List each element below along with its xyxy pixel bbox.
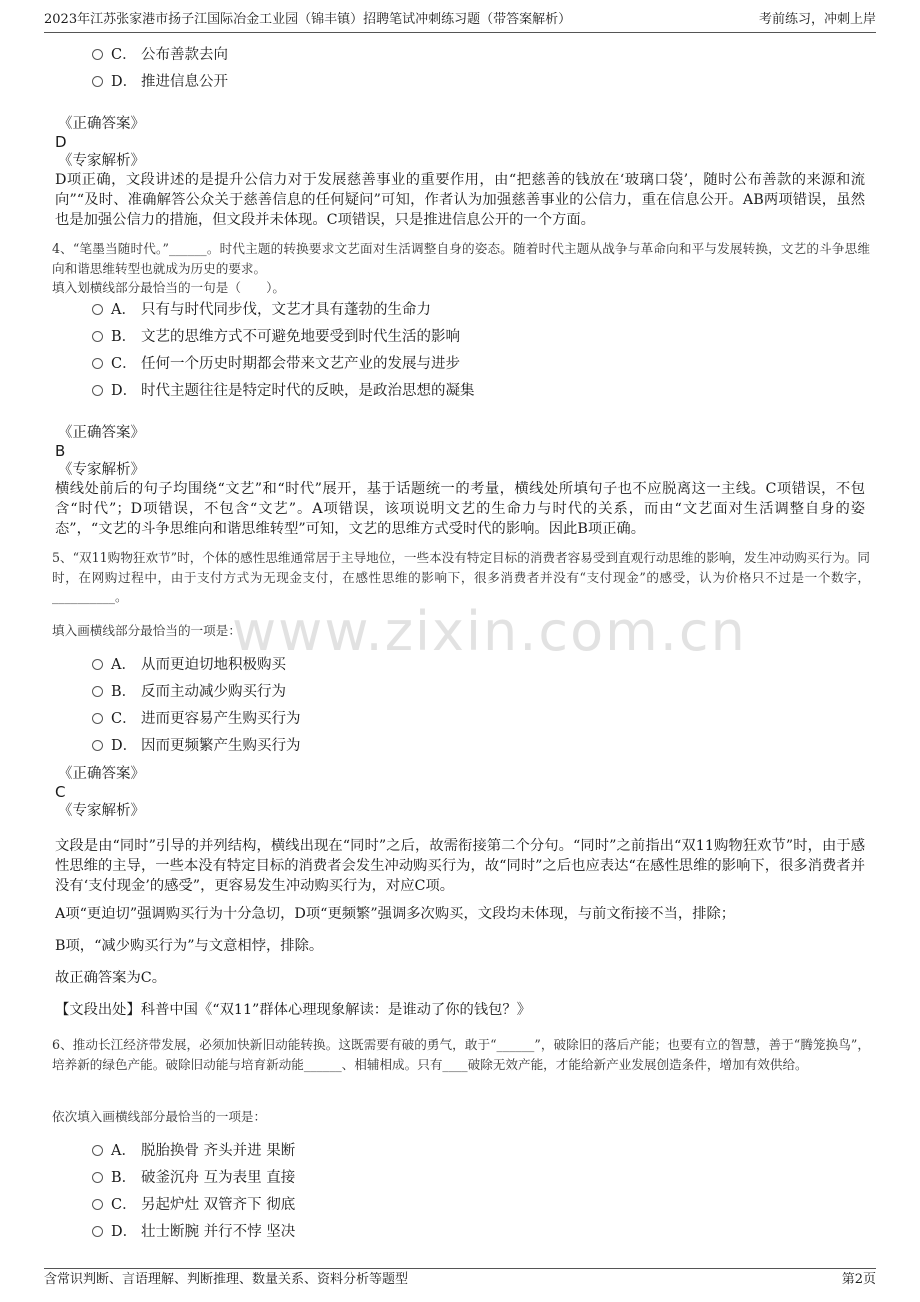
radio-icon[interactable] xyxy=(92,1226,103,1237)
footer-topics: 含常识判断、言语理解、判断推理、数量关系、资料分析等题型 xyxy=(44,1272,409,1287)
radio-icon[interactable] xyxy=(92,331,103,342)
radio-icon[interactable] xyxy=(92,49,103,60)
radio-icon[interactable] xyxy=(92,358,103,369)
q5-option-d[interactable]: D． 因而更频繁产生购买行为 xyxy=(92,735,301,757)
q5-analysis-label: 《专家解析》 xyxy=(58,803,145,819)
q4-stem: 4、“笔墨当随时代。”______。时代主题的转换要求文艺面对生活调整自身的姿态。随着时代主题从战争与革命向和平与发展转换，文艺的斗争思维向和谐思维转型也就成为历史的要求。 xyxy=(52,241,870,276)
q5-answer: C xyxy=(55,783,66,801)
q4-prompt: 填入划横线部分最恰当的一句是（ ）。 xyxy=(52,280,285,295)
radio-icon[interactable] xyxy=(92,1172,103,1183)
radio-icon[interactable] xyxy=(92,1199,103,1210)
radio-icon[interactable] xyxy=(92,1145,103,1156)
q3-option-d[interactable]: D． 推进信息公开 xyxy=(92,71,228,93)
radio-icon[interactable] xyxy=(92,686,103,697)
q5-answer-label: 《正确答案》 xyxy=(58,766,145,782)
q4-option-a[interactable]: A． 只有与时代同步伐，文艺才具有蓬勃的生命力 xyxy=(92,299,431,321)
q5-analysis-3: B项，“减少购买行为”与文意相悖，排除。 xyxy=(55,938,324,954)
radio-icon[interactable] xyxy=(92,385,103,396)
radio-icon[interactable] xyxy=(92,740,103,751)
q5-analysis-4: 故正确答案为C。 xyxy=(55,970,167,986)
page-number: 第2页 xyxy=(841,1272,876,1287)
q4-answer-label: 《正确答案》 xyxy=(58,425,145,441)
q5-option-c[interactable]: C． 进而更容易产生购买行为 xyxy=(92,708,301,730)
document-title: 2023年江苏张家港市扬子江国际冶金工业园（锦丰镇）招聘笔试冲刺练习题（带答案解析） xyxy=(44,12,572,27)
q5-analysis-1: 文段是由“同时”引导的并列结构，横线出现在“同时”之后，故需衔接第二个分句。“同时”之前指出“双11购物狂欢节”时，由于感性思维的主导，一些本没有特定目标的消费者会发生冲动购买行为，故“同时”之后也应表达“在感性思维的影响下，很多消费者并没有‘支付现金’的感受”，更容易发生冲动购买行为，对应C项。 xyxy=(55,838,865,894)
q4-answer: B xyxy=(55,442,66,460)
radio-icon[interactable] xyxy=(92,659,103,670)
q5-option-a[interactable]: A． 从而更迫切地积极购买 xyxy=(92,654,286,676)
q5-prompt: 填入画横线部分最恰当的一项是： xyxy=(52,623,241,638)
q6-option-a[interactable]: A． 脱胎换骨 齐头并进 果断 xyxy=(92,1140,295,1162)
watermark: www.zixin.com.cn xyxy=(232,600,747,663)
q4-analysis: 横线处前后的句子均围绕“文艺”和“时代”展开，基于话题统一的考量，横线处所填句子也不应脱离这一主线。C项错误，不包含“时代”；D项错误，不包含“文艺”。A项错误，该项说明文艺的生命力与时代的关系，而由“文艺面对生活调整自身的姿态”，“文艺的斗争思维向和谐思维转型”可知，文艺的思维方式受时代的影响。因此B项正确。 xyxy=(55,481,865,537)
q6-stem: 6、推动长江经济带发展，必须加快新旧动能转换。这既需要有破的勇气，敢于“______”，破除旧的落后产能；也要有立的智慧，善于“腾笼换鸟”，培养新的绿色产能。破除旧动能与培育新动能______、相辅相成。只有____破除无效产能，才能给新产业发展创造条件，增加有效供给。 xyxy=(52,1037,870,1072)
q6-prompt: 依次填入画横线部分最恰当的一项是： xyxy=(52,1109,267,1124)
q3-answer: D xyxy=(55,133,67,151)
q5-stem: 5、“双11购物狂欢节”时，个体的感性思维通常居于主导地位，一些本没有特定目标的消费者容易受到直观行动思维的影响，发生冲动购买行为。同时，在网购过程中，由于支付方式为无现金支付，在感性思维的影响下，很多消费者并没有“支付现金”的感受，认为价格只不过是一个数字，__________。 xyxy=(52,550,870,604)
q3-analysis: D项正确，文段讲述的是提升公信力对于发展慈善事业的重要作用，由“把慈善的钱放在‘玻璃口袋’，随时公布善款的来源和流向”“及时、准确解答公众关于慈善信息的任何疑问”可知，作者认为加强慈善事业的公信力，重在信息公开。AB两项错误，虽然也是加强公信力的措施，但文段并未体现。C项错误，只是推进信息公开的一个方面。 xyxy=(55,172,865,228)
q3-analysis-label: 《专家解析》 xyxy=(58,153,145,169)
radio-icon[interactable] xyxy=(92,76,103,87)
q4-option-b[interactable]: B． 文艺的思维方式不可避免地要受到时代生活的影响 xyxy=(92,326,460,348)
q5-analysis-2: A项“更迫切”强调购买行为十分急切，D项“更频繁”强调多次购买，文段均未体现，与前文衔接不当，排除； xyxy=(55,906,736,922)
page-header xyxy=(44,8,876,33)
q4-analysis-label: 《专家解析》 xyxy=(58,462,145,478)
q5-option-b[interactable]: B． 反而主动减少购买行为 xyxy=(92,681,286,703)
q5-source: 【文段出处】科普中国《“双11”群体心理现象解读：是谁动了你的钱包？》 xyxy=(55,1002,532,1018)
q4-option-d[interactable]: D． 时代主题往往是特定时代的反映，是政治思想的凝集 xyxy=(92,380,475,402)
q3-answer-label: 《正确答案》 xyxy=(58,116,145,132)
q3-option-c[interactable]: C． 公布善款去向 xyxy=(92,44,228,66)
q6-option-b[interactable]: B． 破釜沉舟 互为表里 直接 xyxy=(92,1167,295,1189)
q6-option-d[interactable]: D． 壮士断腕 并行不悖 坚决 xyxy=(92,1221,295,1243)
radio-icon[interactable] xyxy=(92,713,103,724)
header-slogan: 考前练习，冲刺上岸 xyxy=(758,12,876,27)
page-footer xyxy=(44,1268,876,1291)
q4-option-c[interactable]: C． 任何一个历史时期都会带来文艺产业的发展与进步 xyxy=(92,353,460,375)
q6-option-c[interactable]: C． 另起炉灶 双管齐下 彻底 xyxy=(92,1194,295,1216)
radio-icon[interactable] xyxy=(92,304,103,315)
